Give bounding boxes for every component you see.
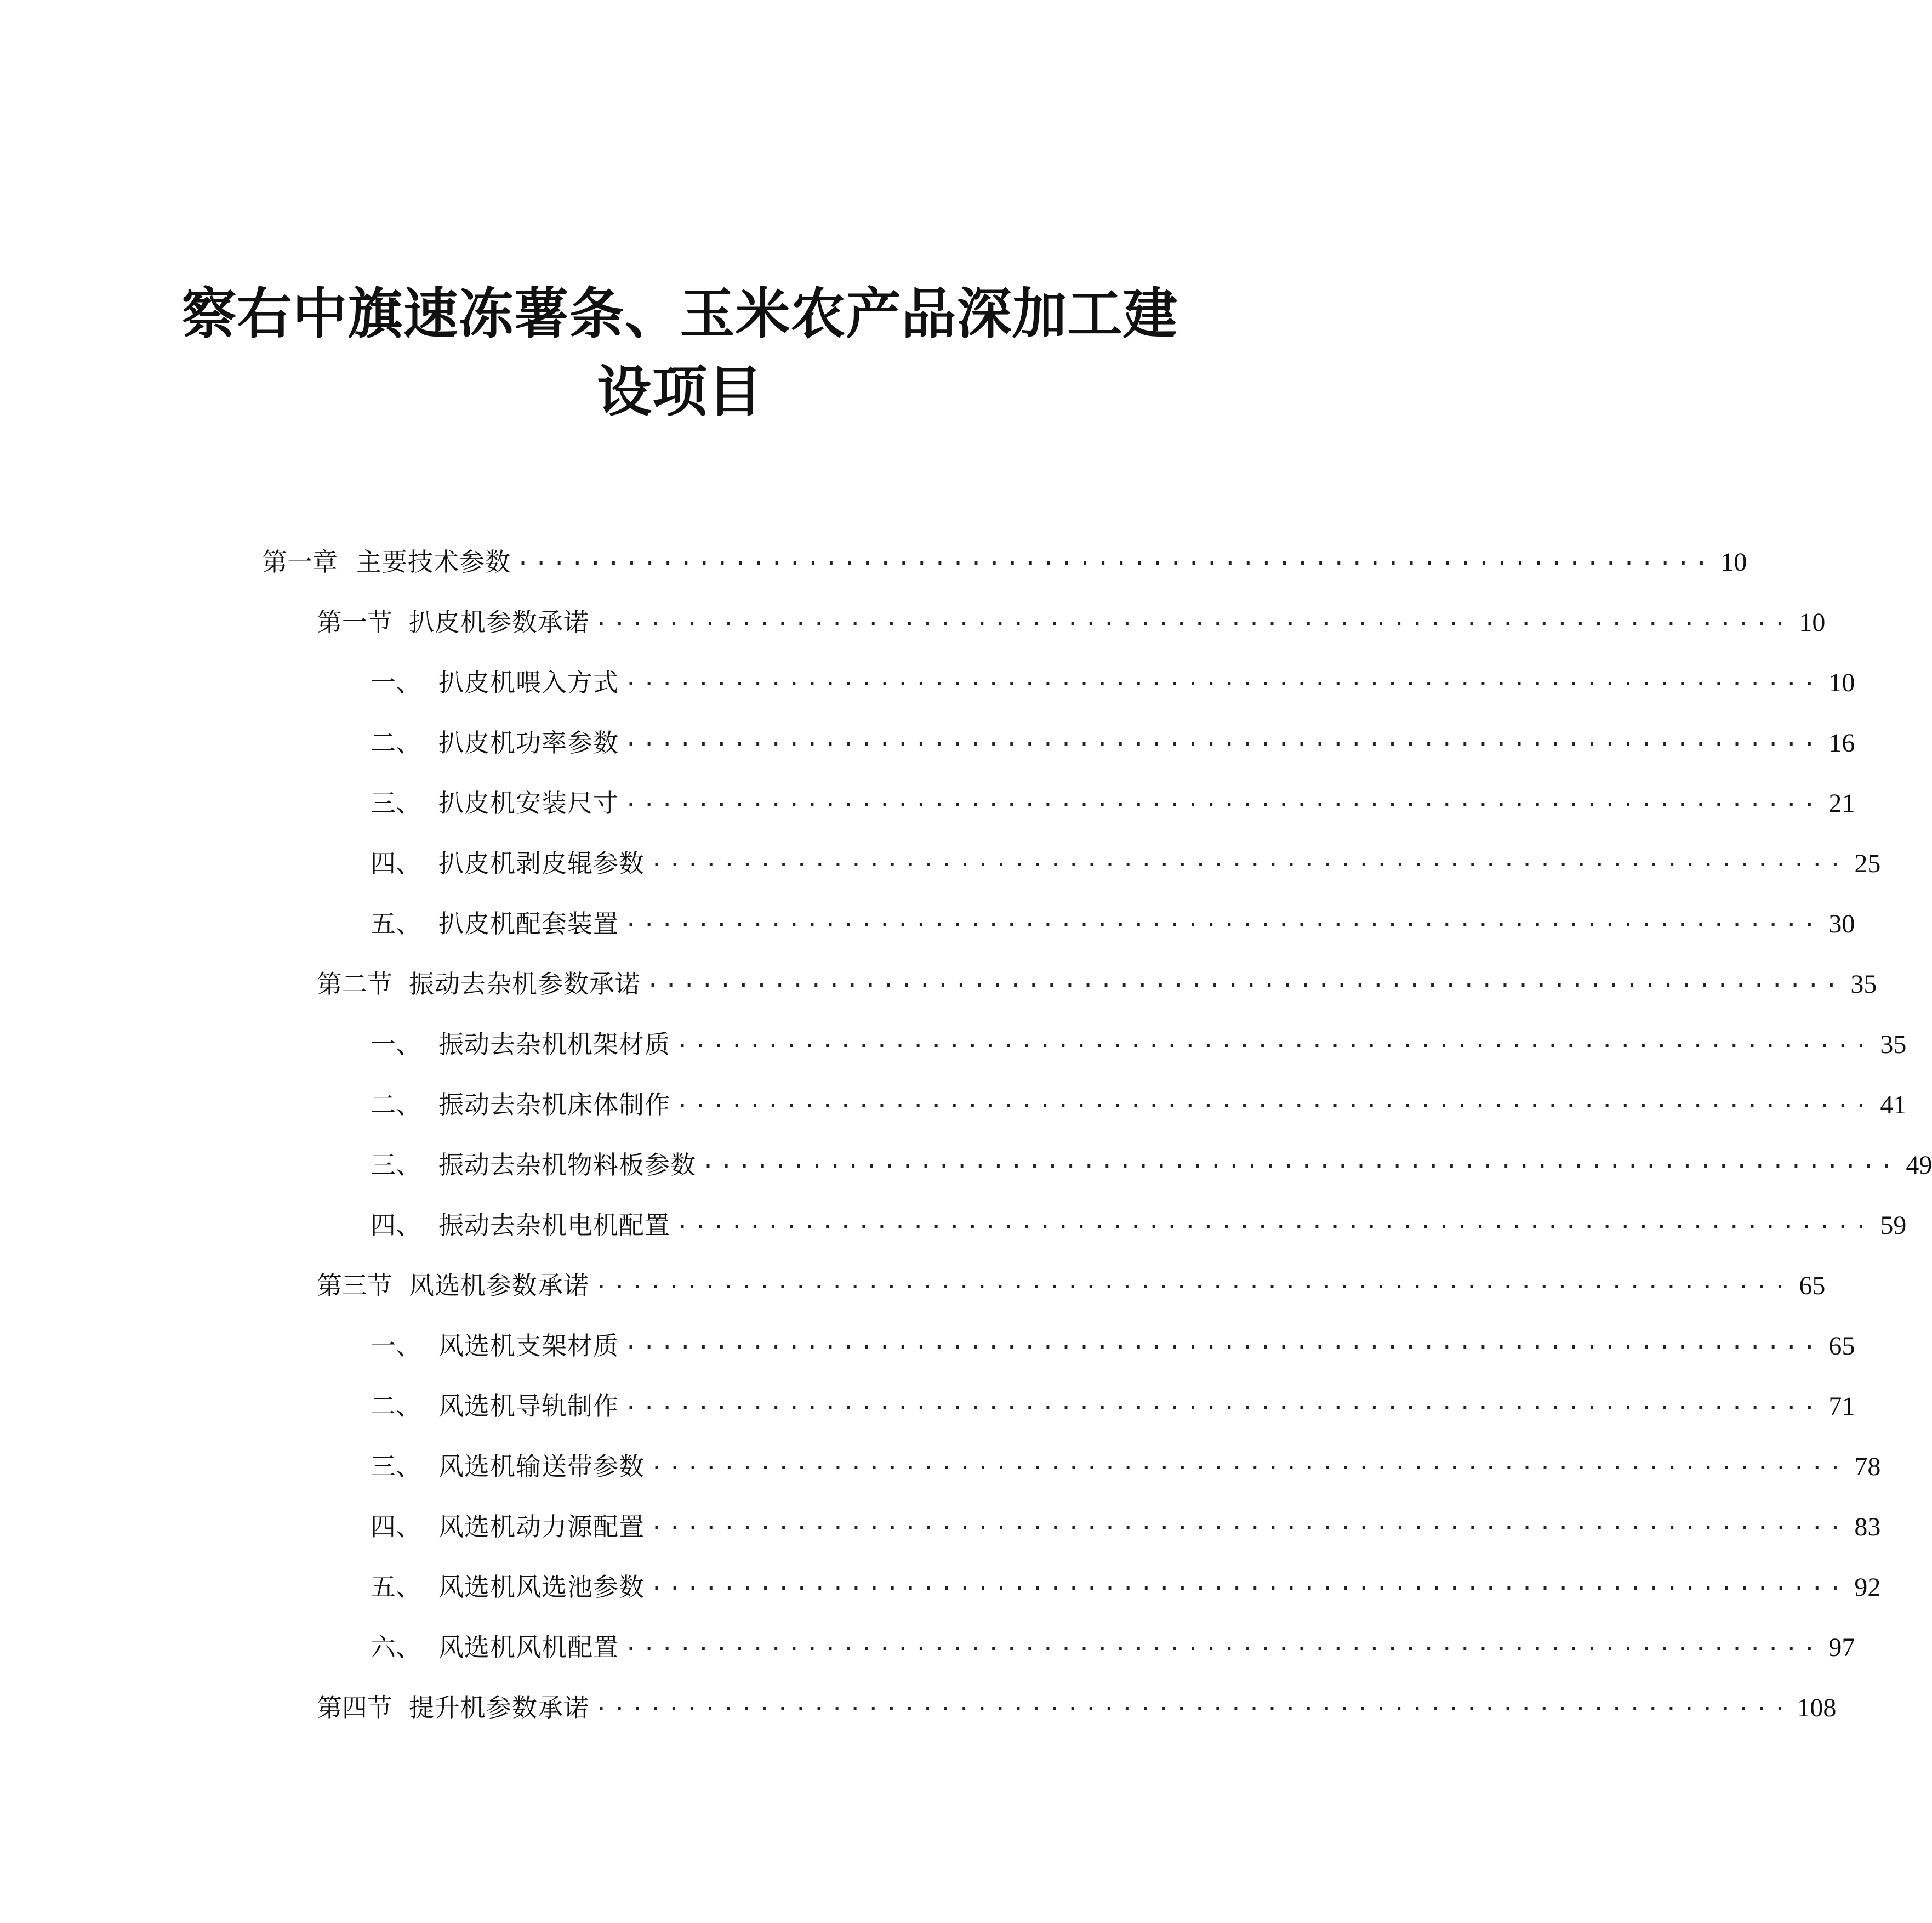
toc-entry[interactable]	[371, 1327, 1855, 1365]
toc-entry-page: 108	[1797, 1693, 1837, 1722]
toc-entry-page: 71	[1828, 1392, 1855, 1421]
toc-entry[interactable]	[371, 1206, 1907, 1244]
toc-entry[interactable]	[371, 1025, 1907, 1063]
toc-entry[interactable]	[371, 1146, 1932, 1184]
toc-entry-label: 提升机参数承诺	[409, 1693, 589, 1722]
toc-entry[interactable]	[371, 844, 1881, 883]
toc-entry-page: 35	[1880, 1030, 1907, 1059]
toc-leader-dots: ··································································	[646, 973, 1843, 998]
toc-entry-page: 78	[1854, 1452, 1881, 1481]
toc-entry-label: 风选机风机配置	[438, 1632, 619, 1662]
toc-entry[interactable]	[317, 603, 1826, 641]
toc-entry-number: 三、	[371, 1150, 421, 1180]
toc-entry-label: 风选机支架材质	[438, 1331, 619, 1361]
toc-leader-dots: ··································································	[624, 913, 1821, 938]
toc-entry-number: 一、	[371, 1029, 421, 1059]
toc-entry-label: 扒皮机安装尺寸	[438, 788, 619, 818]
toc-entry-label: 振动去杂机参数承诺	[409, 969, 641, 999]
toc-entry-number: 四、	[371, 1512, 421, 1541]
toc-entry[interactable]	[371, 904, 1855, 943]
toc-entry-label: 振动去杂机床体制作	[438, 1090, 670, 1119]
toc-leader-dots: ··································································	[624, 1395, 1821, 1420]
toc-entry-number: 二、	[371, 728, 421, 758]
toc-entry-label: 振动去杂机机架材质	[438, 1029, 670, 1059]
toc-entry-label: 风选机动力源配置	[438, 1512, 645, 1541]
toc-entry-number: 第一节	[317, 607, 392, 637]
toc-entry[interactable]	[317, 1688, 1837, 1727]
toc-entry-number: 第一章	[262, 547, 338, 577]
toc-leader-dots: ··································································	[624, 1636, 1821, 1662]
toc-entry-page: 59	[1880, 1211, 1907, 1240]
toc-leader-dots: ··································································	[595, 1697, 1792, 1722]
toc-entry-label: 扒皮机剥皮辊参数	[438, 849, 645, 878]
toc-entry[interactable]	[371, 1387, 1855, 1425]
toc-entry-label: 风选机导轨制作	[438, 1391, 619, 1421]
toc-entry-number: 三、	[371, 1452, 421, 1481]
toc-entry-page: 41	[1880, 1090, 1907, 1119]
toc-entry[interactable]	[371, 1085, 1907, 1124]
toc-entry-page: 10	[1828, 668, 1855, 697]
toc-entry-number: 四、	[371, 1210, 421, 1240]
toc-leader-dots: ··································································	[702, 1154, 1899, 1179]
toc-entry-number: 六、	[371, 1632, 421, 1662]
toc-entry-label: 主要技术参数	[356, 547, 511, 577]
toc-leader-dots: ··································································	[650, 1576, 1847, 1601]
toc-entry-page: 10	[1799, 608, 1826, 637]
toc-entry-page: 83	[1854, 1512, 1881, 1541]
toc-entry-label: 振动去杂机电机配置	[438, 1210, 670, 1240]
toc-entry-number: 四、	[371, 849, 421, 878]
toc-entry-label: 风选机风选池参数	[438, 1572, 645, 1602]
toc-entry-label: 风选机参数承诺	[409, 1271, 589, 1300]
toc-entry-page: 30	[1828, 909, 1855, 938]
toc-entry[interactable]	[371, 724, 1855, 762]
toc-entry[interactable]	[371, 663, 1855, 702]
toc-entry-page: 92	[1854, 1573, 1881, 1602]
toc-entry[interactable]	[371, 1568, 1881, 1606]
toc-entry-number: 五、	[371, 1572, 421, 1602]
toc-leader-dots: ··································································	[595, 1275, 1792, 1300]
toc-entry-page: 65	[1828, 1332, 1855, 1361]
toc-leader-dots: ··································································	[595, 611, 1792, 636]
toc-entry-number: 三、	[371, 788, 421, 818]
toc-entry-number: 五、	[371, 909, 421, 938]
toc-entry[interactable]	[371, 1507, 1881, 1546]
toc-entry-number: 一、	[371, 1331, 421, 1361]
toc-entry-page: 35	[1850, 970, 1877, 999]
toc-leader-dots: ··································································	[624, 1335, 1821, 1360]
toc-leader-dots: ··································································	[624, 732, 1821, 757]
toc-entry-number: 二、	[371, 1090, 421, 1119]
toc-entry-page: 10	[1720, 548, 1747, 577]
toc-entry-page: 65	[1799, 1271, 1826, 1300]
toc-entry-page: 97	[1828, 1633, 1855, 1662]
toc-entry[interactable]	[317, 965, 1877, 1003]
toc-leader-dots: ··································································	[650, 1516, 1847, 1541]
toc-entry[interactable]	[371, 1628, 1855, 1666]
toc-leader-dots: ··································································	[676, 1094, 1873, 1119]
toc-entry-page: 21	[1828, 789, 1855, 818]
toc-entry-number: 第二节	[317, 969, 392, 999]
toc-entry-page: 25	[1854, 849, 1881, 878]
toc-entry[interactable]	[317, 1266, 1826, 1305]
toc-entry-label: 风选机输送带参数	[438, 1452, 645, 1481]
toc-entry-page: 49	[1906, 1151, 1932, 1180]
toc-leader-dots: ··································································	[676, 1033, 1873, 1059]
toc-entry[interactable]	[371, 784, 1855, 822]
toc-leader-dots: ··································································	[624, 672, 1821, 697]
toc-entry-number: 第四节	[317, 1693, 392, 1722]
toc-entry-label: 扒皮机功率参数	[438, 728, 619, 758]
toc-leader-dots: ··································································	[650, 852, 1847, 878]
toc-entry-label: 振动去杂机物料板参数	[438, 1150, 696, 1180]
toc-entry-number: 一、	[371, 668, 421, 697]
toc-entry[interactable]	[262, 543, 1747, 581]
toc-entry-number: 第三节	[317, 1271, 392, 1300]
toc-entry-label: 扒皮机配套装置	[438, 909, 619, 938]
toc-leader-dots: ··································································	[676, 1214, 1873, 1239]
toc-leader-dots: ··································································	[516, 551, 1713, 576]
toc-entry-page: 16	[1828, 729, 1855, 758]
document-title-line-1: 察右中旗速冻薯条、玉米农产品深加工建	[181, 281, 1178, 346]
toc-entry-label: 扒皮机喂入方式	[438, 668, 619, 697]
toc-entry-label: 扒皮机参数承诺	[409, 607, 589, 637]
toc-entry[interactable]	[371, 1447, 1881, 1486]
toc-leader-dots: ··································································	[650, 1455, 1847, 1481]
toc-leader-dots: ··································································	[624, 792, 1821, 817]
document-title-line-2: 设项目	[597, 359, 763, 424]
toc-entry-number: 二、	[371, 1391, 421, 1421]
